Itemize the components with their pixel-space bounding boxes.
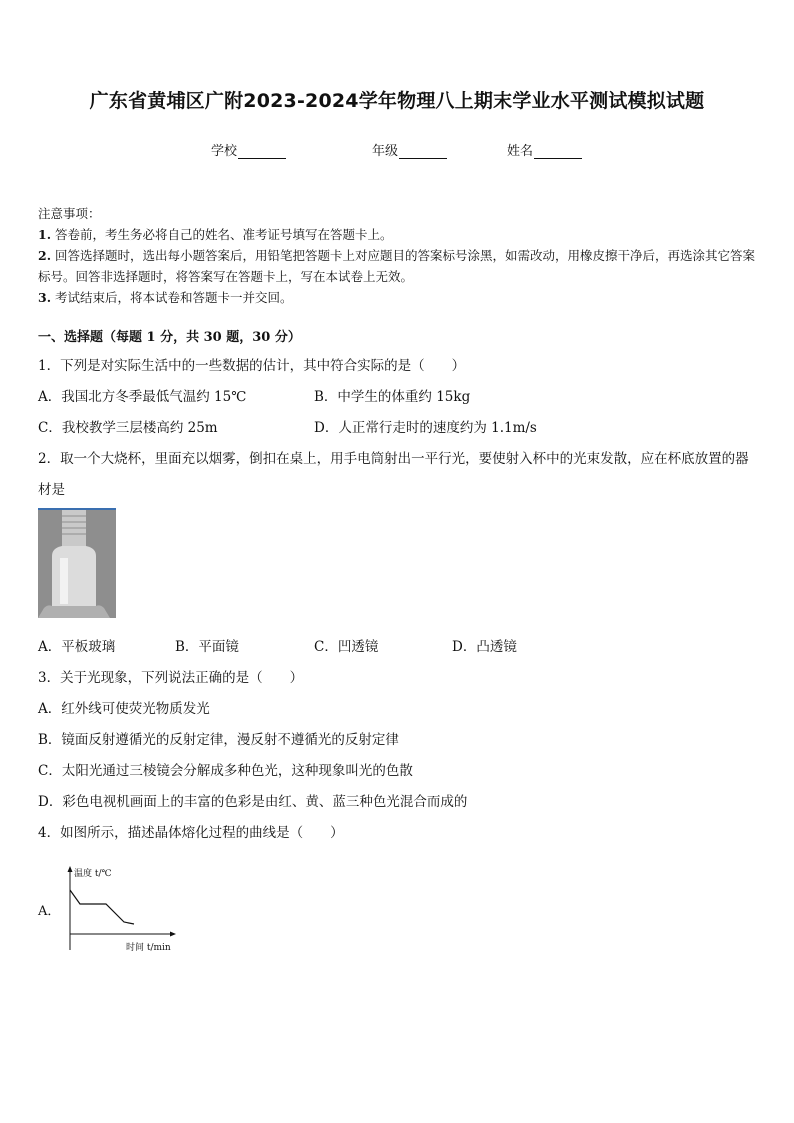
name-blank — [534, 144, 582, 159]
beaker-figure — [38, 508, 116, 618]
question-3-option-b: B．镜面反射遵循光的反射定律，漫反射不遵循光的反射定律 — [38, 732, 399, 748]
school-field — [211, 140, 286, 159]
melting-graph-a — [62, 864, 186, 956]
school-blank — [238, 144, 286, 159]
notes-heading: 注意事项： — [38, 206, 101, 221]
question-3-option-c: C．太阳光通过三棱镜会分解成多种色光，这种现象叫光的色散 — [38, 763, 413, 779]
question-2-option-c: C．凹透镜 — [314, 639, 379, 655]
question-3-stem: 3．关于光现象，下列说法正确的是（ ） — [38, 670, 304, 686]
question-1-option-a: A．我国北方冬季最低气温约 15℃ — [38, 389, 247, 405]
note-item: 3. 考试结束后，将本试卷和答题卡一并交回。 — [38, 290, 293, 305]
question-3-option-d: D．彩色电视机画面上的丰富的色彩是由红、黄、蓝三种色光混合而成的 — [38, 794, 468, 810]
section-heading: 一、选择题（每题 1 分，共 30 题，30 分） — [38, 330, 301, 345]
question-2-option-a: A．平板玻璃 — [38, 639, 116, 655]
question-3-option-a: A．红外线可使荧光物质发光 — [38, 701, 210, 717]
question-2-stem: 2．取一个大烧杯，里面充以烟雾，倒扣在桌上，用手电筒射出一平行光，要使射入杯中的光束发散，应在杯底放置的器材是 — [38, 451, 749, 498]
grade-field — [372, 140, 447, 159]
name-field — [507, 140, 582, 159]
notes-block — [38, 203, 758, 308]
question-2-option-d: D．凸透镜 — [452, 639, 517, 655]
school-label: 学校 — [211, 144, 238, 159]
question-1-option-d: D．人正常行走时的速度约为 1.1m/s — [314, 420, 537, 436]
grade-blank — [399, 144, 447, 159]
question-1-option-c: C．我校教学三层楼高约 25m — [38, 420, 218, 436]
name-label: 姓名 — [507, 144, 534, 159]
grade-label: 年级 — [372, 144, 399, 159]
question-4-option-a-label: A． — [38, 904, 61, 919]
page-title: 广东省黄埔区广附2023-2024学年物理八上期末学业水平测试模拟试题 — [89, 90, 705, 112]
question-4-stem: 4．如图所示，描述晶体熔化过程的曲线是（ ） — [38, 825, 344, 841]
note-item: 2. 回答选择题时，选出每小题答案后，用铅笔把答题卡上对应题目的答案标号涂黑，如需改动，用橡皮擦干净后，再选涂其它答案标号。回答非选择题时，将答案写在答题卡上，写在本试卷上无效。 — [38, 248, 756, 284]
student-info-row — [0, 140, 794, 160]
note-item: 1. 答卷前，考生务必将自己的姓名、准考证号填写在答题卡上。 — [38, 227, 393, 242]
question-1-option-b: B．中学生的体重约 15kg — [314, 389, 471, 405]
question-1-stem: 1．下列是对实际生活中的一些数据的估计，其中符合实际的是（ ） — [38, 358, 466, 374]
graph-x-label: 时间 t/min — [126, 943, 171, 953]
question-2-option-b: B．平面镜 — [175, 639, 239, 655]
graph-y-label: 温度 t/℃ — [74, 869, 112, 879]
